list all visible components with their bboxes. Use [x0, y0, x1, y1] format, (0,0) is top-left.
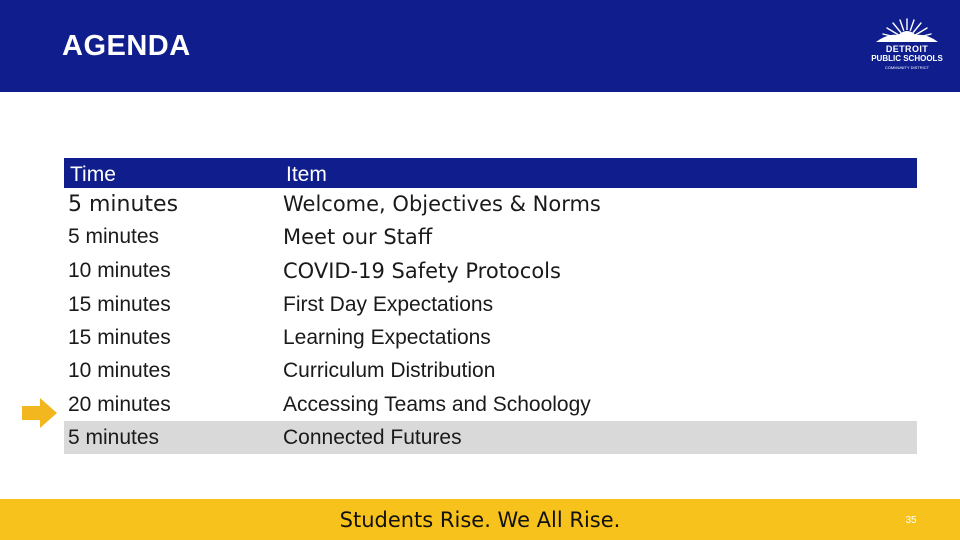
- table-row-highlighted: [64, 421, 917, 454]
- row-item: Welcome, Objectives & Norms: [283, 192, 601, 216]
- row-item: Accessing Teams and Schoology: [283, 392, 591, 416]
- logo-text-community-district: COMMUNITY DISTRICT: [884, 65, 930, 70]
- sunburst-logo-icon: [862, 16, 952, 46]
- logo-text-detroit: DETROIT: [885, 44, 929, 54]
- logo-text-public-schools: PUBLIC SCHOOLS: [871, 54, 943, 63]
- district-logo: [862, 16, 952, 78]
- table-row: [64, 255, 917, 288]
- row-time: 5 minutes: [68, 225, 160, 249]
- table-row-current: [64, 388, 917, 421]
- footer-tagline: Students Rise. We All Rise.: [339, 508, 621, 532]
- row-time: 20 minutes: [68, 392, 171, 416]
- table-row: [64, 288, 917, 321]
- column-header-time: Time: [70, 163, 116, 186]
- table-row: [64, 188, 917, 221]
- right-arrow-icon: [22, 396, 58, 430]
- row-item: Connected Futures: [283, 426, 462, 450]
- row-item: Meet our Staff: [283, 225, 433, 250]
- table-row: [64, 321, 917, 354]
- slide-number: 35: [905, 515, 917, 526]
- row-time: 5 minutes: [68, 426, 160, 450]
- row-time: 10 minutes: [68, 359, 171, 383]
- page-title: AGENDA: [62, 30, 191, 62]
- row-item: First Day Expectations: [283, 292, 494, 316]
- table-row: [64, 221, 917, 254]
- table-header: [64, 158, 917, 188]
- header-bar: [0, 0, 960, 92]
- row-time: 10 minutes: [68, 258, 171, 282]
- table-row: [64, 354, 917, 387]
- row-time: 15 minutes: [68, 326, 171, 350]
- row-time: 5 minutes: [68, 192, 179, 217]
- column-header-item: Item: [286, 163, 327, 186]
- row-item: COVID-19 Safety Protocols: [283, 258, 561, 283]
- row-item: Learning Expectations: [283, 326, 491, 350]
- agenda-table: [64, 158, 917, 454]
- row-time: 15 minutes: [68, 292, 171, 316]
- footer-bar: [0, 499, 960, 540]
- row-item: Curriculum Distribution: [283, 359, 496, 383]
